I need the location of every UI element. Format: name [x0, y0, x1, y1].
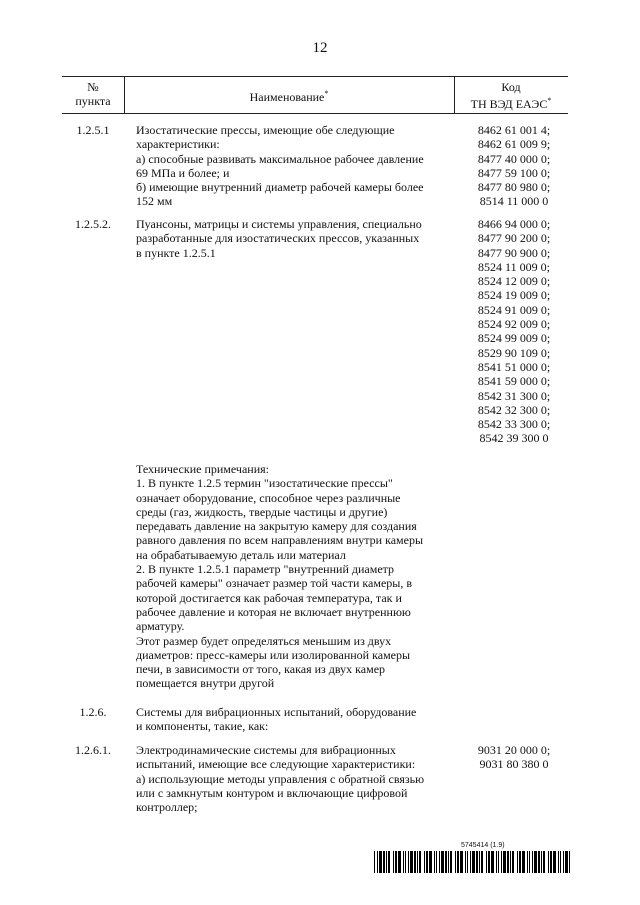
row-number: 1.2.5.1 [76, 123, 110, 137]
row-description: Системы для вибрационных испытаний, оборудование и компоненты, такие, как: [136, 705, 417, 734]
row-description: Электродинамические системы для вибрационных испытаний, имеющие все следующие характеристики: а) использующие методы управления с обратной связью или с замкнутым контуром и включающие цифровой контроллер; [136, 743, 425, 815]
header-col-number: № пункта [75, 80, 111, 108]
header-col-name: Наименование* [249, 89, 329, 104]
row-number: 1.2.5.2. [75, 217, 111, 231]
row-description: Пуансоны, матрицы и системы управления, специально разработанные для изостатических прессов, указанных в пункте 1.2.5.1 [136, 217, 422, 260]
page-number: 12 [312, 40, 328, 56]
technical-notes: Технические примечания: 1. В пункте 1.2.5 термин "изостатические прессы" означает оборудование, способное через различные среды (газ, жидкость, твердые частицы и другие) передавать давление на закрытую камеру для создания равного давления по всем направлениям внутри камеры на обрабатываемую деталь или материал 2. В пункте 1.2.5.1 параметр "внутренний диаметр рабочей камеры" означает размер той части камеры, в которой достигается как рабочая температура, так и рабочее давление и которая не включает внутреннюю арматуру. Этот размер будет определяться меньшим из двух диаметров: пресс-камеры или изолированной камеры печи, в зависимости от того, какая из двух камер помещается внутри другой [136, 462, 424, 691]
document-stamp: 5745414 (1.9) [461, 842, 505, 849]
row-description: Изостатические прессы, имеющие обе следующие характеристики: а) способные развивать максимальное рабочее давление 69 МПа и более; и б) имеющие внутренний диаметр рабочей камеры более 152 мм [136, 123, 424, 209]
row-codes: 8462 61 001 4; 8462 61 009 9; 8477 40 000 0; 8477 59 100 0; 8477 80 980 0; 8514 11 000 0 [477, 123, 551, 209]
row-codes: 9031 20 000 0; 9031 80 380 0 [477, 743, 551, 772]
row-number: 1.2.6. [79, 705, 107, 719]
row-codes: 8466 94 000 0; 8477 90 200 0; 8477 90 900 0; 8524 11 009 0; 8524 12 009 0; 8524 19 009 0; 8524 91 009 0; 8524 92 009 0; 8524 99 009 0; 8529 90 109 0; 8541 51 000 0; 8541 59 000 0; 8542 31 300 0; 8542 32 300 0; 8542 33 300 0; 8542 39 300 0 [477, 217, 551, 446]
row-number: 1.2.6.1. [75, 743, 111, 757]
header-col-code: Код ТН ВЭД ЕАЭС* [470, 80, 552, 111]
table-header [62, 76, 568, 114]
barcode-icon [374, 851, 570, 873]
